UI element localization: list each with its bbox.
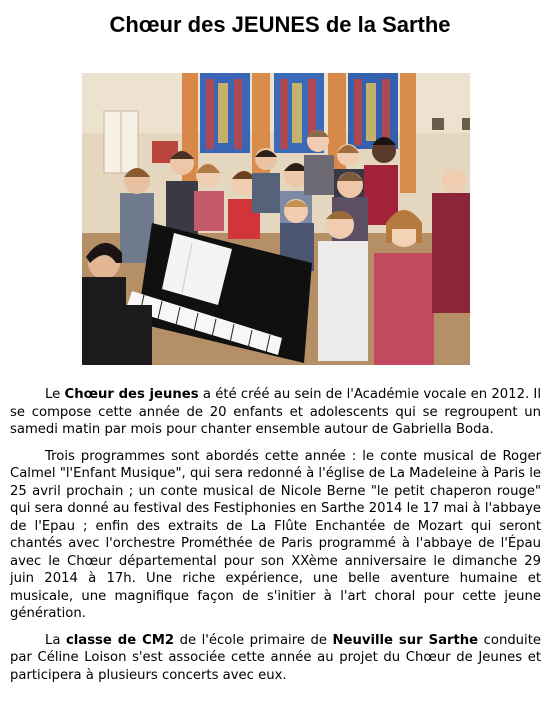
article — [10, 386, 541, 693]
p1-bold-choir-name: Chœur des jeunes — [64, 387, 199, 402]
paragraph-2: Trois programmes sont abordés cette année : le conte musical de Roger Calmel "l'Enfant Musique", qui sera redonné à l'église de La Madeleine à Paris le 25 avril prochain ; un conte musical de Nicole Berne "le petit chaperon rouge" qui sera donné au festival des Festiphonies en Sarthe 2014 le 17 mai à l'abbaye de l'Epau ; enfin des extraits de La Flûte Enchantée de Mozart qui seront chantés avec l'orchestre Prométhée de Paris programmé à l'abbaye de l'Épau avec le Chœur départemental pour son XXème anniversaire le dimanche 29 juin 2014 à 17h. Une riche expérience, une belle aventure humaine et musicale, une magnifique façon de s'initier à l'art choral pour cette jeune génération. — [10, 448, 541, 621]
page-title: Chœur des JEUNES de la Sarthe — [109, 12, 451, 37]
p3-text-a: La — [45, 632, 66, 648]
p3-bold-town: Neuville sur Sarthe — [332, 632, 479, 648]
p3-text-e: conduite par Céline Loison s'est associée cette année au projet du Chœur de Jeunes et participera à plusieurs concerts avec eux. — [10, 632, 541, 683]
p1-text-a: Le — [45, 387, 65, 402]
paragraph-1 — [10, 386, 541, 439]
p3-bold-class: classe de CM2 — [65, 632, 175, 648]
p1-text-c: a été créé au sein de l'Académie vocale en 2012. Il se compose cette année de 20 enfants et adolescents qui se regroupent un samedi matin par mois pour chanter ensemble autour de Gabriella Boda. — [10, 387, 541, 437]
p3-text-c: de l'école primaire de — [174, 632, 333, 648]
paragraph-3 — [10, 632, 541, 685]
choir-photo — [82, 73, 470, 365]
